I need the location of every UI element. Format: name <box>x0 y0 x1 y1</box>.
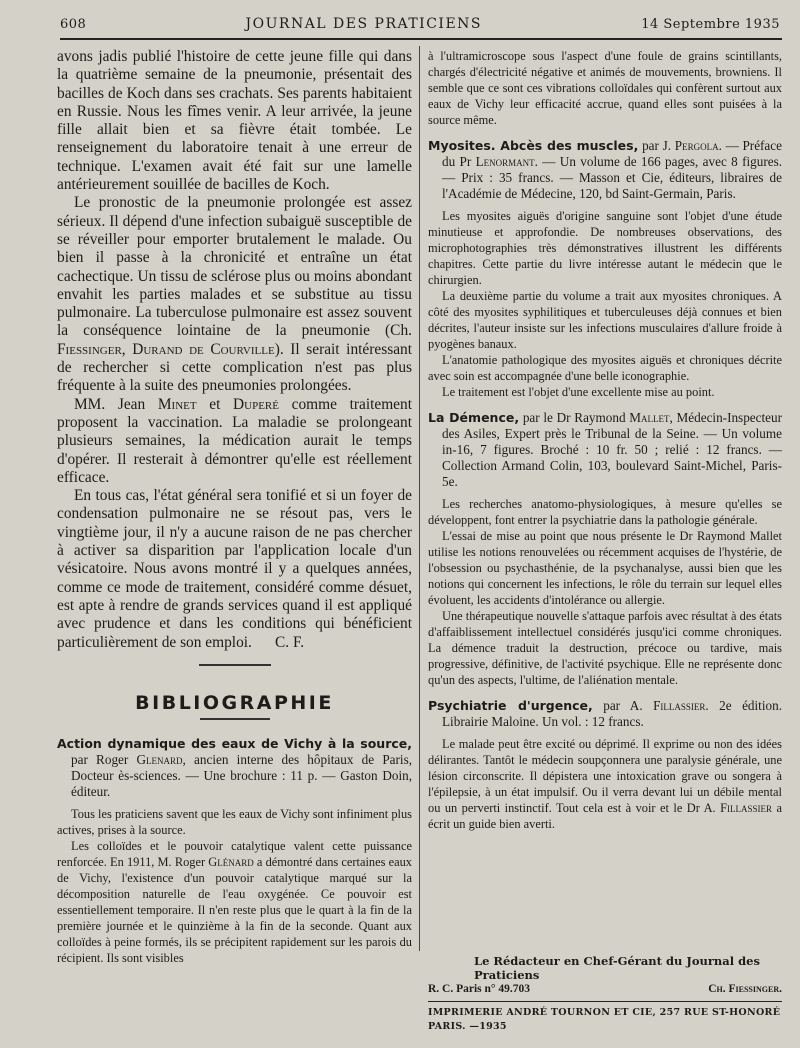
author-name: Duperé <box>233 395 279 413</box>
column-divider <box>419 46 420 951</box>
author-name: Glénard <box>208 854 254 869</box>
author-name: Glenard <box>136 751 183 767</box>
printer-line: IMPRIMERIE ANDRÉ TOURNON ET CIE, 257 RUE ST-HONORÉ PARIS. —1935 <box>428 1007 781 1032</box>
header-rule <box>60 38 782 40</box>
review-paragraph: Une thérapeutique nouvelle s'attaque parfois avec résultat à des états d'affaiblissement intellectuel considérés jusqu'ici comme chroniques. La démence traduit la destruction, précoce ou tardive, mais progressive, définitive, de l'activité psychique. Elle ne représente donc qu'un des aspects, l'ultime, de l'aliénation mentale. <box>428 609 782 687</box>
author-name: Durand de Courville <box>132 340 275 358</box>
page-header <box>60 16 780 32</box>
article-paragraph: Le pronostic de la pneumonie prolongée est assez sérieux. Il dépend d'une infection subaiguë susceptible de se réveiller pour emporter brutalement le malade. Ou bien il passe à la chronicité et entraîne un état cachectique. Un tissu de sclérose plus ou moins abondant envahit les parties malades et se substitue au tissu pulmonaire. La tuberculose pulmonaire est assez souvent la conséquence lointaine de la pneumonie (Ch. Fiessinger, Durand de Courville). Il serait intéressant de rechercher si cette complication n'est pas plus fréquente à la suite des pneumonies prolongées. <box>57 194 412 395</box>
page-number: 608 <box>60 17 87 32</box>
article-signature: C. F. <box>274 633 305 651</box>
review-paragraph: L'anatomie pathologique des myosites aiguës et chroniques décrite avec soin est accompagnée d'une belle iconographie. <box>428 353 782 383</box>
journal-title: JOURNAL DES PRATICIENS <box>245 16 483 32</box>
issue-date: 14 Septembre 1935 <box>641 17 780 32</box>
editor-line: Le Rédacteur en Chef-Gérant du Journal des Praticiens <box>474 954 760 982</box>
review-paragraph: La deuxième partie du volume a trait aux myosites chroniques. A côté des myosites syphilitiques et tuberculeuses déjà connues et bien décrites, l'auteur insiste sur les infections musculaires d'allure froide à pyogènes banaux. <box>428 289 782 351</box>
book-entry-header: Psychiatrie d'urgence, par A. Fillassier. 2e édition. Librairie Maloine. Un vol. : 12 francs. <box>428 698 782 729</box>
author-name: Fillassier <box>653 698 706 713</box>
book-title: Action dynamique des eaux de Vichy à la source, <box>57 735 412 751</box>
author-name: Fiessinger <box>57 340 122 358</box>
left-column <box>57 48 412 966</box>
book-entry-header: Myosites. Abcès des muscles, par J. Pergola. — Préface du Pr Lenormant. — Un volume de 166 pages, avec 8 figures. — Prix : 35 francs. — Masson et Cie, éditeurs, libraires de l'Académie de Médecine, 120, bd Saint-Germain, Paris. <box>428 138 783 201</box>
heading-underline <box>200 718 270 720</box>
section-separator <box>199 664 271 666</box>
footer-rule <box>428 1001 782 1002</box>
review-paragraph: L'essai de mise au point que nous présente le Dr Raymond Mallet utilise les notions renouvelées ou récemment acquises de l'hystérie, de l'obsession ou psychasthénie, de la psychanalyse, aussi bien que les notions qui concernent les infections, le rôle du terrain sur lequel elles évoluent, les accidents d'intolérance ou allergie. <box>428 529 782 607</box>
author-name: Minet <box>157 395 197 413</box>
book-entry-header: Action dynamique des eaux de Vichy à la source, par Roger Glenard, ancien interne des hôpitaux de Paris, Docteur ès-sciences. — Une brochure : 11 p. — Gaston Doin, éditeur. <box>57 735 413 799</box>
review-paragraph: à l'ultramicroscope sous l'aspect d'une foule de grains scintillants, chargés d'électricité négative et animés de mouvements, browniens. Il semble que ce sont ces vibrations colloïdales qui confèrent surtout aux eaux de Vichy leur efficacité accrue, quand elles sont puisées à la source même. <box>428 49 782 127</box>
book-entry-header: La Démence, par le Dr Raymond Mallet, Médecin-Inspecteur des Asiles, Expert près le Tribunal de la Seine. — Un volume in-16, 7 figures. Broché : 10 fr. 50 ; relié : 12 francs. — Collection Armand Colin, 103, boulevard Saint-Michel, Paris-5e. <box>428 410 782 489</box>
book-title: La Démence, <box>428 410 520 425</box>
book-title: Myosites. Abcès des muscles, <box>428 138 639 153</box>
registry-number: R. C. Paris n° 49.703 <box>428 983 531 995</box>
review-paragraph: Les colloïdes et le pouvoir catalytique valent cette puissance renforcée. En 1911, M. Roger Glénard a démontré dans certaines eaux de Vichy, l'existence d'un pouvoir catalytique marqué sur la décomposition naturelle de l'eau oxygénée. Ce pouvoir est essentiellement temporaire. Il n'en reste plus que le quart à la fin de la première journée et le quinzième à la fin de la seconde. Quant aux colloïdes à peine formés, ils se précipitent rapidement sur les parois du récipient. Ils sont visibles <box>57 838 412 965</box>
article-paragraph: avons jadis publié l'histoire de cette jeune fille qui dans la quatrième semaine de la pneumonie, présentait des bacilles de Koch dans ses crachats. Ses parents habitaient en Russie. Nous les fîmes venir. A leur arrivée, la jeune fille allait bien et sa fièvre était tombée. Le renseignement du laboratoire tenait à une erreur de technique. L'examen avait été fait sur une lamelle antérieurement souillée de bacilles de Koch. <box>57 48 412 194</box>
right-column <box>428 48 782 832</box>
article-paragraph: En tous cas, l'état général sera tonifié et si un foyer de condensation pulmonaire ne se résout pas, vers le vingtième jour, il n'y a aucune raison de ne pas chercher à activer sa disparition par l'application locale d'un vésicatoire. Nous avons montré il y a quelques années, comme ce mode de traitement, considéré comme désuet, est apte à rendre de grands services quand il est appliqué avec prudence et dans les conditions qui bénéficient particulièrement de son emploi. C. F. <box>57 487 412 651</box>
editor-name: Ch. Fiessinger. <box>708 983 782 995</box>
book-title: Psychiatrie d'urgence, <box>428 698 593 713</box>
review-paragraph: Tous les praticiens savent que les eaux de Vichy sont infiniment plus actives, prises à la source. <box>57 806 412 837</box>
author-name: Lenormant <box>475 154 535 169</box>
author-name: Fillassier <box>720 801 773 815</box>
article-paragraph: MM. Jean Minet et Duperé comme traitement proposent la vaccination. La maladie se prolongeant plusieurs semaines, la médication aurait le temps d'opérer. Il resterait à démontrer qu'elle est réellement efficace. <box>57 395 412 486</box>
review-paragraph: Les recherches anatomo-physiologiques, à mesure qu'elles se développent, font entrer la psychiatrie dans la pathologie générale. <box>428 497 782 527</box>
author-name: Pergola <box>674 138 719 153</box>
review-paragraph: Le traitement est l'objet d'une excellente mise au point. <box>442 385 715 399</box>
review-paragraph: Les myosites aiguës d'origine sanguine sont l'objet d'une étude minutieuse et approfondie. De nombreuses observations, des microphotographies très démonstratives illustrent les différents chapitres. Cette partie du livre intéresse autant le médecin que le chirurgien. <box>428 209 782 287</box>
page-footer <box>428 954 782 1034</box>
bibliography-heading: BIBLIOGRAPHIE <box>135 691 334 714</box>
review-paragraph: Le malade peut être excité ou déprimé. Il exprime ou non des idées délirantes. Tantôt le médecin soupçonnera une paralysie générale, une lésion circonscrite. Il dépistera une intoxication grave ou songera à l'épilepsie, à un état impulsif. Ou il verra devant lui un débile mental ou un perverti instinctif. Tout cela est à voir et le Dr A. Fillassier a écrit un guide bien averti. <box>428 737 782 831</box>
author-name: Mallet <box>629 410 670 425</box>
